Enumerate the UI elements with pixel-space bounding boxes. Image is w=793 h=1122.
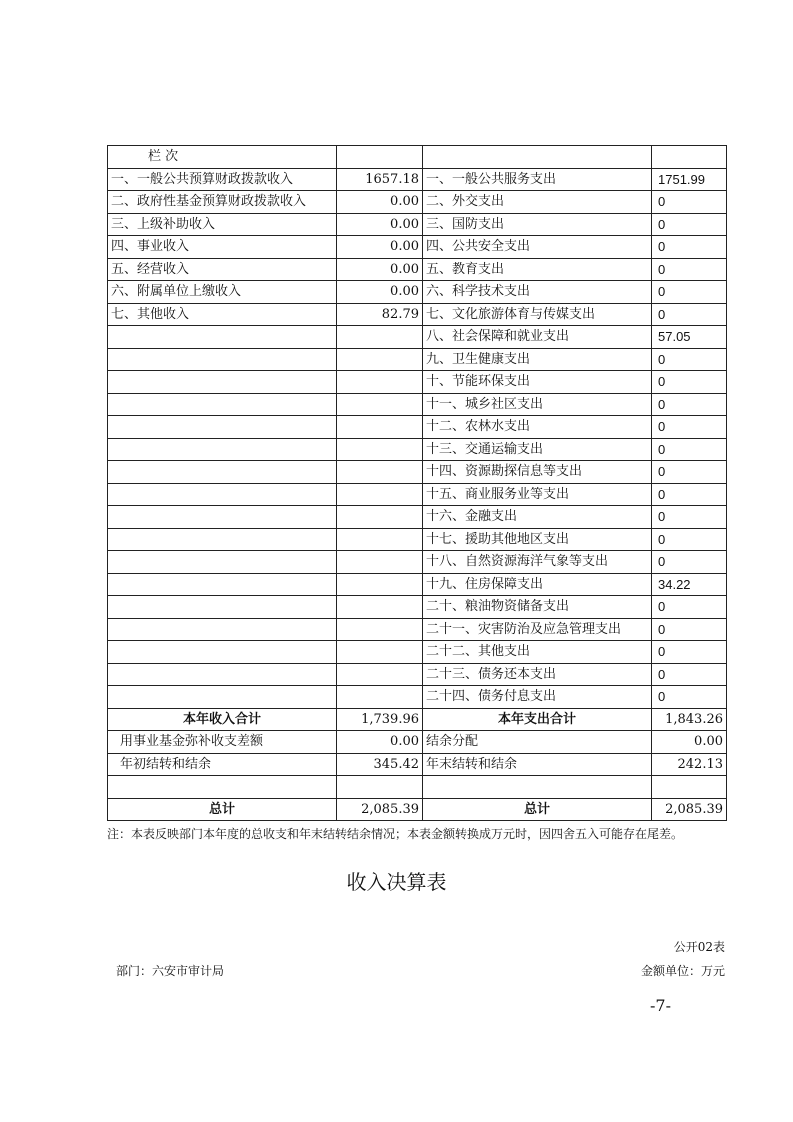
expense-item: 十七、援助其他地区支出	[423, 528, 652, 551]
expense-value: 0	[652, 393, 727, 416]
income-value: 0.00	[337, 191, 423, 214]
income-value: 0.00	[337, 236, 423, 259]
expense-value: 0	[652, 618, 727, 641]
income-value	[337, 506, 423, 529]
income-item: 一、一般公共预算财政拨款收入	[108, 168, 337, 191]
expense-item: 三、国防支出	[423, 213, 652, 236]
income-item	[108, 596, 337, 619]
income-value	[337, 686, 423, 709]
expense-item: 十五、商业服务业等支出	[423, 483, 652, 506]
income-total-value: 1,739.96	[337, 708, 423, 731]
blank-row	[108, 776, 727, 799]
expense-value: 0	[652, 416, 727, 439]
income-value	[337, 461, 423, 484]
income-value: 0.00	[337, 281, 423, 304]
expense-total-value: 1,843.26	[652, 708, 727, 731]
income-item	[108, 686, 337, 709]
expense-value: 1751.99	[652, 168, 727, 191]
expense-value: 0	[652, 686, 727, 709]
expense-value: 0	[652, 483, 727, 506]
table-row	[108, 168, 727, 191]
document-title: 收入决算表	[346, 870, 447, 894]
expense-value: 0	[652, 213, 727, 236]
income-item	[108, 528, 337, 551]
header-cell	[337, 146, 423, 169]
table-row	[108, 236, 727, 259]
income-value	[337, 618, 423, 641]
income-value: 0.00	[337, 258, 423, 281]
grand-total-label-left: 总计	[108, 798, 337, 821]
income-item	[108, 461, 337, 484]
grand-total-row	[108, 798, 727, 821]
grand-total-value-left: 2,085.39	[337, 798, 423, 821]
grand-total-value-right: 2,085.39	[652, 798, 727, 821]
table-row	[108, 506, 727, 529]
grand-total-label-right: 总计	[423, 798, 652, 821]
expense-item: 十四、资源勘探信息等支出	[423, 461, 652, 484]
table-row	[108, 258, 727, 281]
expense-item: 二十一、灾害防治及应急管理支出	[423, 618, 652, 641]
table-row	[108, 663, 727, 686]
table-row	[108, 686, 727, 709]
expense-value: 0	[652, 258, 727, 281]
income-item: 年初结转和结余	[108, 753, 337, 776]
finance-table	[107, 145, 727, 821]
expense-value: 0	[652, 663, 727, 686]
header-cell	[652, 146, 727, 169]
expense-item: 九、卫生健康支出	[423, 348, 652, 371]
page-number: -7-	[650, 996, 671, 1015]
income-item: 四、事业收入	[108, 236, 337, 259]
form-number: 公开02表	[673, 940, 725, 954]
expense-item: 五、教育支出	[423, 258, 652, 281]
expense-item: 十三、交通运输支出	[423, 438, 652, 461]
table-row	[108, 438, 727, 461]
income-value	[337, 551, 423, 574]
table-row	[108, 753, 727, 776]
expense-item: 二十三、债务还本支出	[423, 663, 652, 686]
expense-item: 四、公共安全支出	[423, 236, 652, 259]
income-item	[108, 483, 337, 506]
table-row	[108, 326, 727, 349]
income-item: 五、经营收入	[108, 258, 337, 281]
income-item	[108, 663, 337, 686]
table-row	[108, 618, 727, 641]
income-item: 七、其他收入	[108, 303, 337, 326]
income-item	[108, 348, 337, 371]
header-cell	[423, 146, 652, 169]
expense-item: 十、节能环保支出	[423, 371, 652, 394]
expense-value: 242.13	[652, 753, 727, 776]
table-row	[108, 641, 727, 664]
table-row	[108, 573, 727, 596]
income-total-label: 本年收入合计	[108, 708, 337, 731]
income-item: 六、附属单位上缴收入	[108, 281, 337, 304]
expense-item: 十九、住房保障支出	[423, 573, 652, 596]
expense-item: 二十四、债务付息支出	[423, 686, 652, 709]
expense-item: 八、社会保障和就业支出	[423, 326, 652, 349]
expense-item: 十六、金融支出	[423, 506, 652, 529]
income-value	[337, 371, 423, 394]
table-row	[108, 281, 727, 304]
table-row	[108, 416, 727, 439]
table-row	[108, 528, 727, 551]
expense-value: 57.05	[652, 326, 727, 349]
table-row	[108, 348, 727, 371]
income-item	[108, 393, 337, 416]
expense-item: 二十二、其他支出	[423, 641, 652, 664]
expense-value: 0	[652, 348, 727, 371]
expense-item: 二、外交支出	[423, 191, 652, 214]
income-value	[337, 641, 423, 664]
blank-cell	[652, 776, 727, 799]
income-value	[337, 483, 423, 506]
income-value	[337, 348, 423, 371]
income-value	[337, 416, 423, 439]
income-item	[108, 573, 337, 596]
expense-item: 十一、城乡社区支出	[423, 393, 652, 416]
income-value: 0.00	[337, 731, 423, 754]
header-label: 栏 次	[108, 146, 337, 169]
expense-item: 十八、自然资源海洋气象等支出	[423, 551, 652, 574]
income-item: 三、上级补助收入	[108, 213, 337, 236]
table-header-row	[108, 146, 727, 169]
income-item: 用事业基金弥补收支差额	[108, 731, 337, 754]
expense-item: 六、科学技术支出	[423, 281, 652, 304]
income-item	[108, 551, 337, 574]
expense-value: 0	[652, 191, 727, 214]
expense-value: 0	[652, 281, 727, 304]
income-item	[108, 371, 337, 394]
expense-total-label: 本年支出合计	[423, 708, 652, 731]
finance-table-body	[108, 146, 727, 821]
income-item	[108, 506, 337, 529]
expense-value: 0	[652, 528, 727, 551]
income-value: 0.00	[337, 213, 423, 236]
expense-item: 结余分配	[423, 731, 652, 754]
table-row	[108, 483, 727, 506]
expense-value: 0	[652, 438, 727, 461]
income-item	[108, 618, 337, 641]
income-value: 345.42	[337, 753, 423, 776]
expense-value: 0	[652, 506, 727, 529]
year-total-row	[108, 708, 727, 731]
table-row	[108, 213, 727, 236]
expense-value: 0	[652, 551, 727, 574]
table-row	[108, 731, 727, 754]
expense-value: 34.22	[652, 573, 727, 596]
income-item	[108, 438, 337, 461]
income-item	[108, 416, 337, 439]
income-value	[337, 663, 423, 686]
table-note: 注：本表反映部门本年度的总收支和年末结转结余情况；本表金额转换成万元时，因四舍五入可能存在尾差。	[107, 827, 684, 841]
income-item	[108, 641, 337, 664]
income-value	[337, 573, 423, 596]
expense-item: 十二、农林水支出	[423, 416, 652, 439]
expense-value: 0	[652, 596, 727, 619]
table-row	[108, 461, 727, 484]
table-row	[108, 303, 727, 326]
blank-cell	[423, 776, 652, 799]
income-value	[337, 326, 423, 349]
table-row	[108, 596, 727, 619]
income-item: 二、政府性基金预算财政拨款收入	[108, 191, 337, 214]
expense-item: 二十、粮油物资储备支出	[423, 596, 652, 619]
expense-item: 一、一般公共服务支出	[423, 168, 652, 191]
expense-value: 0	[652, 461, 727, 484]
expense-value: 0	[652, 641, 727, 664]
income-value: 1657.18	[337, 168, 423, 191]
blank-cell	[337, 776, 423, 799]
income-item	[108, 326, 337, 349]
blank-cell	[108, 776, 337, 799]
expense-value: 0	[652, 371, 727, 394]
income-value	[337, 528, 423, 551]
table-row	[108, 371, 727, 394]
department: 部门：六安市审计局	[116, 964, 225, 978]
amount-unit: 金额单位：万元	[640, 964, 725, 978]
expense-value: 0	[652, 236, 727, 259]
table-row	[108, 191, 727, 214]
expense-item: 七、文化旅游体育与传媒支出	[423, 303, 652, 326]
income-value	[337, 438, 423, 461]
expense-value: 0	[652, 303, 727, 326]
income-value	[337, 596, 423, 619]
income-value: 82.79	[337, 303, 423, 326]
table-row	[108, 551, 727, 574]
table-row	[108, 393, 727, 416]
expense-item: 年末结转和结余	[423, 753, 652, 776]
income-value	[337, 393, 423, 416]
expense-value: 0.00	[652, 731, 727, 754]
